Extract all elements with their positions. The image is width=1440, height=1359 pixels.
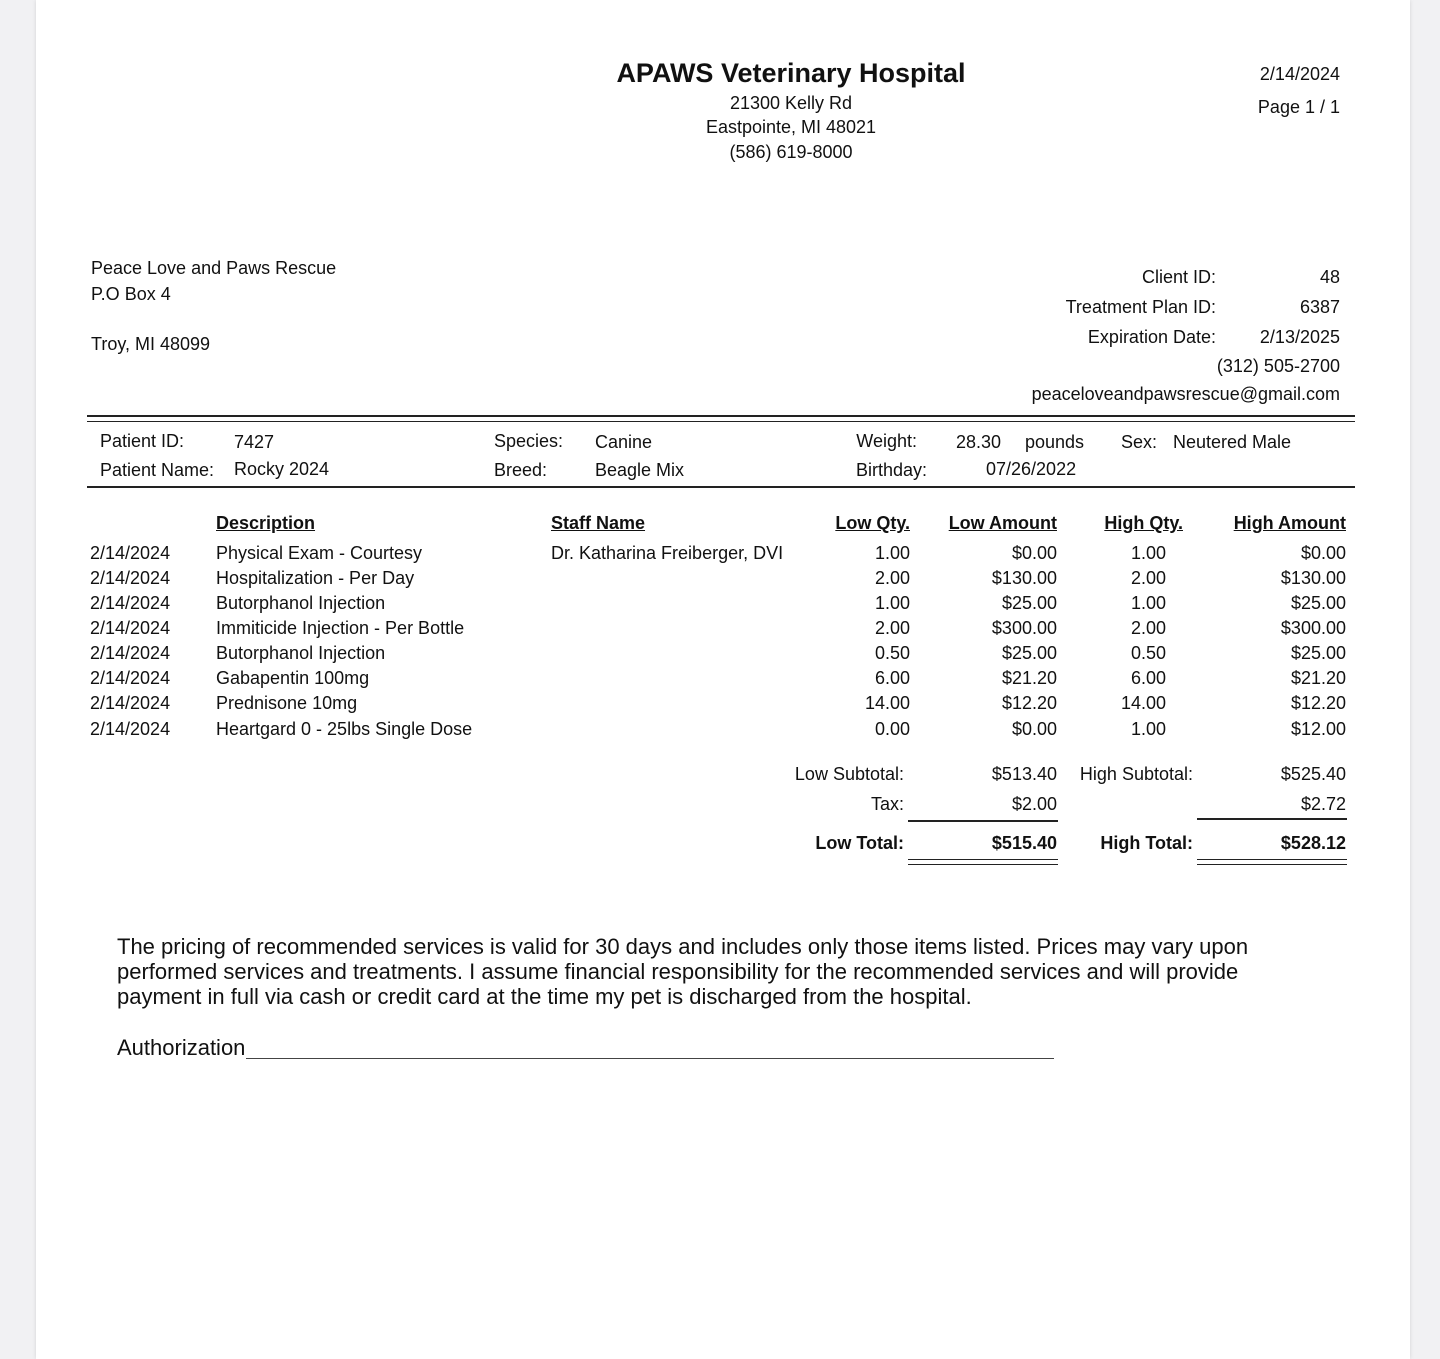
expiration-date-label: Expiration Date: [1087,327,1216,347]
hospital-address2: Eastpointe, MI 48021 [705,117,877,137]
high-total-double-rule-1 [1197,859,1347,860]
row-low-amount: $12.20 [1001,693,1057,713]
low-subtotal-label: Low Subtotal: [794,764,904,784]
client-id: 48 [1319,267,1340,287]
low-total-rule [908,820,1058,822]
hospital-address1: 21300 Kelly Rd [729,93,853,113]
row-high-amount: $12.00 [1290,719,1346,739]
row-high-amount: $130.00 [1280,568,1346,588]
client-email: peaceloveandpawsrescue@gmail.com [1031,384,1340,404]
authorization-label: Authorization [117,1035,246,1060]
high-total-rule [1197,818,1347,820]
row-high-qty: 1.00 [1130,719,1166,739]
client-id-label: Client ID: [1141,267,1216,287]
row-low-qty: 0.00 [874,719,910,739]
row-high-amount: $300.00 [1280,618,1346,638]
row-low-amount: $130.00 [991,568,1057,588]
row-high-qty: 0.50 [1130,643,1166,663]
row-high-qty: 1.00 [1130,543,1166,563]
hospital-phone: (586) 619-8000 [729,142,853,162]
high-total: $528.12 [1280,833,1346,853]
row-low-qty: 6.00 [874,668,910,688]
sex-label: Sex: [1121,432,1158,452]
row-low-qty: 14.00 [864,693,910,713]
row-description: Immiticide Injection - Per Bottle [216,618,465,638]
low-total-double-rule-1 [908,859,1058,860]
row-high-amount: $25.00 [1290,593,1346,613]
weight: 28.30 [956,432,1002,452]
patient-name-label: Patient Name: [100,460,215,480]
row-high-amount: $21.20 [1290,668,1346,688]
header-low-amount: Low Amount [948,513,1057,533]
patient-id: 7427 [234,432,275,452]
species: Canine [595,432,653,452]
low-subtotal: $513.40 [991,764,1057,784]
client-address: P.O Box 4 [91,284,171,304]
row-high-qty: 2.00 [1130,618,1166,638]
low-tax: $2.00 [1011,794,1057,814]
weight-unit: pounds [1025,432,1085,452]
row-description: Butorphanol Injection [216,643,386,663]
birthday-label: Birthday: [855,460,927,480]
row-low-amount: $21.20 [1001,668,1057,688]
high-total-double-rule-2 [1197,864,1347,865]
row-description: Physical Exam - Courtesy [216,543,423,563]
row-high-qty: 14.00 [1120,693,1166,713]
row-low-qty: 1.00 [874,543,910,563]
row-low-qty: 2.00 [874,618,910,638]
row-staff: Dr. Katharina Freiberger, DVI [551,543,784,563]
header-description: Description [216,513,316,533]
treatment-plan-id: 6387 [1299,297,1340,317]
row-low-qty: 0.50 [874,643,910,663]
row-high-amount: $12.20 [1290,693,1346,713]
high-tax: $2.72 [1300,794,1346,814]
row-high-qty: 1.00 [1130,593,1166,613]
row-description: Prednisone 10mg [216,693,358,713]
row-description: Hospitalization - Per Day [216,568,415,588]
species-label: Species: [494,431,564,451]
row-low-amount: $25.00 [1001,593,1057,613]
row-low-amount: $0.00 [1011,719,1057,739]
breed: Beagle Mix [595,460,685,480]
row-low-amount: $300.00 [991,618,1057,638]
weight-label: Weight: [856,431,917,451]
row-high-amount: $0.00 [1300,543,1346,563]
row-high-amount: $25.00 [1290,643,1346,663]
high-total-label: High Total: [1100,833,1193,853]
header-high-amount: High Amount [1233,513,1346,533]
row-date: 2/14/2024 [90,618,171,638]
high-subtotal-label: High Subtotal: [1079,764,1193,784]
patient-top-rule [87,415,1355,417]
row-low-qty: 1.00 [874,593,910,613]
patient-bottom-rule [87,486,1355,488]
client-name: Peace Love and Paws Rescue [91,258,337,278]
row-date: 2/14/2024 [90,719,171,739]
page-number: Page 1 / 1 [1257,97,1340,117]
tax-label: Tax: [870,794,904,814]
row-high-qty: 2.00 [1130,568,1166,588]
row-date: 2/14/2024 [90,543,171,563]
row-low-amount: $0.00 [1011,543,1057,563]
row-description: Heartgard 0 - 25lbs Single Dose [216,719,473,739]
birthday: 07/26/2022 [986,459,1077,479]
row-high-qty: 6.00 [1130,668,1166,688]
row-date: 2/14/2024 [90,593,171,613]
treatment-plan-id-label: Treatment Plan ID: [1065,297,1216,317]
row-date: 2/14/2024 [90,643,171,663]
sex: Neutered Male [1173,432,1292,452]
patient-id-label: Patient ID: [100,431,185,451]
header-high-qty: High Qty. [1104,513,1183,533]
document-date: 2/14/2024 [1259,64,1340,84]
patient-top-rule-inner [87,421,1355,422]
row-description: Gabapentin 100mg [216,668,370,688]
row-low-qty: 2.00 [874,568,910,588]
header-low-qty: Low Qty. [835,513,910,533]
row-date: 2/14/2024 [90,568,171,588]
patient-name: Rocky 2024 [234,459,330,479]
authorization-signature-line[interactable] [246,1058,1054,1059]
row-date: 2/14/2024 [90,693,171,713]
client-phone: (312) 505-2700 [1216,356,1340,376]
header-staff-name: Staff Name [551,513,646,533]
disclaimer-text: The pricing of recommended services is valid for 30 days and includes only those items listed. Prices may vary upon performed services and treatments. I assume financial responsibility for the recommended services and will provide payment in full via cash or credit card at the time my pet is discharged from the hospital. [117,934,1249,1009]
hospital-name: APAWS Veterinary Hospital [616,58,966,88]
document-page [36,0,1410,1359]
expiration-date: 2/13/2025 [1259,327,1340,347]
low-total-double-rule-2 [908,864,1058,865]
row-date: 2/14/2024 [90,668,171,688]
row-low-amount: $25.00 [1001,643,1057,663]
row-description: Butorphanol Injection [216,593,386,613]
client-city: Troy, MI 48099 [91,334,211,354]
high-subtotal: $525.40 [1280,764,1346,784]
breed-label: Breed: [494,460,548,480]
low-total: $515.40 [991,833,1057,853]
low-total-label: Low Total: [815,833,904,853]
